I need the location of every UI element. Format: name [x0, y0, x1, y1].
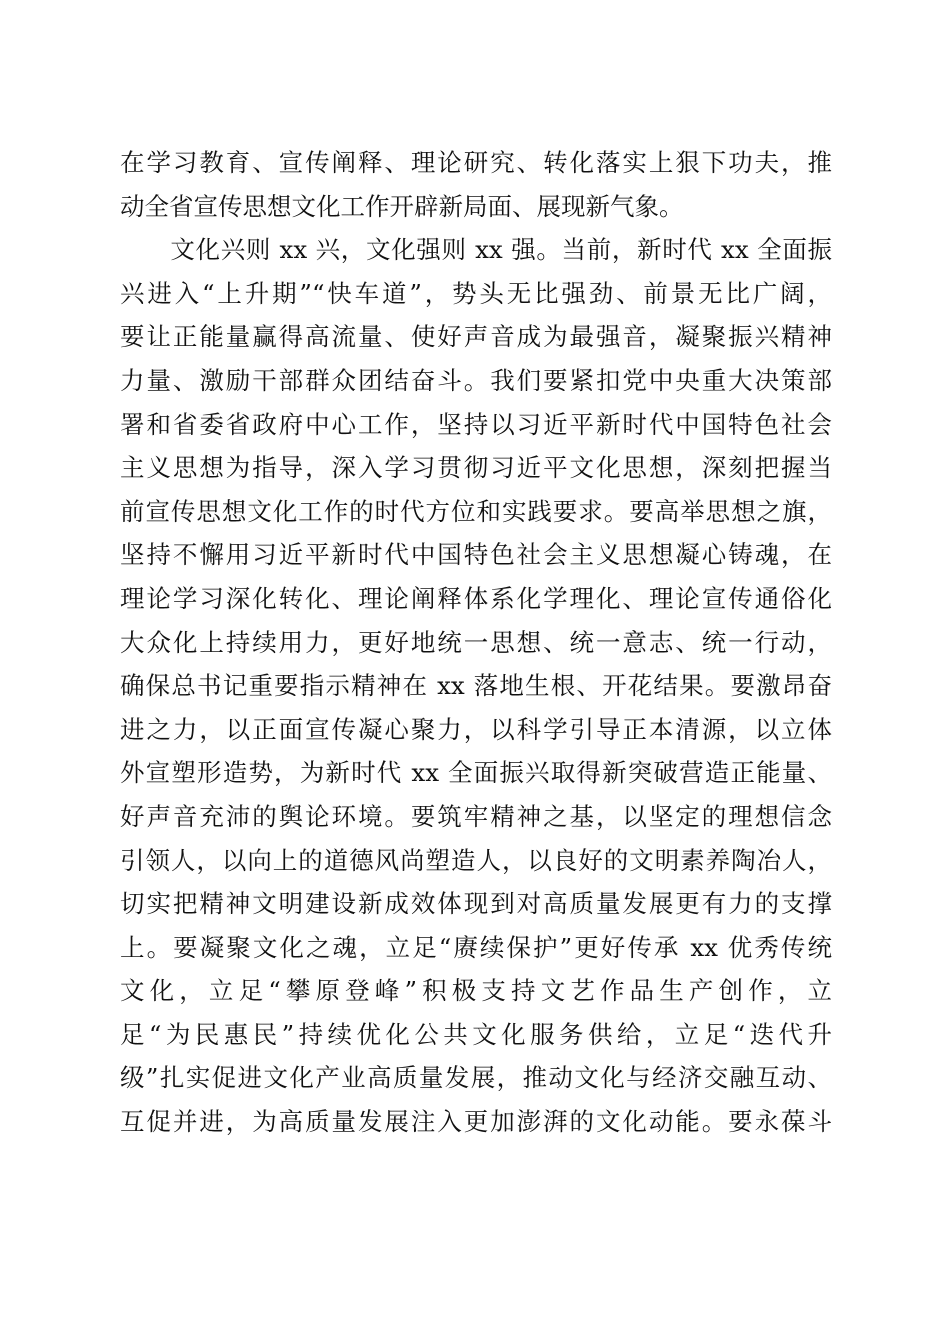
text-line: 要让正能量赢得高流量、使好声音成为最强音，凝聚振兴精神: [120, 322, 832, 352]
text-line: 切实把精神文明建设新成效体现到对高质量发展更有力的支撑: [120, 889, 832, 919]
text-line: 文化兴则 xx 兴，文化强则 xx 强。当前，新时代 xx 全面振: [120, 235, 832, 265]
text-line: 进之力，以正面宣传凝心聚力，以科学引导正本清源，以立体: [120, 714, 832, 744]
text-line: 兴进入“上升期”“快车道”，势头无比强劲、前景无比广阔，: [120, 278, 832, 308]
text-line: 在学习教育、宣传阐释、理论研究、转化落实上狠下功夫，推: [120, 148, 832, 177]
text-line: 理论学习深化转化、理论阐释体系化学理化、理论宣传通俗化: [120, 583, 832, 613]
text-line: 主义思想为指导，深入学习贯彻习近平文化思想，深刻把握当: [120, 453, 832, 483]
text-line: 级”扎实促进文化产业高质量发展，推动文化与经济交融互动、: [120, 1063, 832, 1093]
text-line: 前宣传思想文化工作的时代方位和实践要求。要高举思想之旗，: [120, 496, 832, 526]
text-line: 确保总书记重要指示精神在 xx 落地生根、开花结果。要激昂奋: [120, 671, 832, 701]
text-line: 坚持不懈用习近平新时代中国特色社会主义思想凝心铸魂，在: [120, 540, 832, 570]
text-line: 文化，立足“攀原登峰”积极支持文艺作品生产创作，立: [120, 976, 832, 1006]
text-line: 动全省宣传思想文化工作开辟新局面、展现新气象。: [120, 191, 684, 221]
text-line: 上。要凝聚文化之魂，立足“赓续保护”更好传承 xx 优秀传统: [120, 932, 832, 962]
text-line: 力量、激励干部群众团结奋斗。我们要紧扣党中央重大决策部: [120, 365, 832, 395]
text-line: 足“为民惠民”持续优化公共文化服务供给，立足“迭代升: [120, 1019, 832, 1049]
text-line: 署和省委省政府中心工作，坚持以习近平新时代中国特色社会: [120, 409, 832, 439]
text-line: 互促并进，为高质量发展注入更加澎湃的文化动能。要永葆斗: [120, 1107, 832, 1137]
paragraph-1: [120, 141, 832, 228]
text-line: 外宣塑形造势，为新时代 xx 全面振兴取得新突破营造正能量、: [120, 758, 832, 788]
body-text: [120, 141, 832, 1144]
paragraph-2: [120, 228, 832, 1143]
text-line: 大众化上持续用力，更好地统一思想、统一意志、统一行动，: [120, 627, 832, 657]
text-line: 好声音充沛的舆论环境。要筑牢精神之基，以坚定的理想信念: [120, 801, 832, 831]
text-line: 引领人，以向上的道德风尚塑造人，以良好的文明素养陶冶人，: [120, 845, 832, 875]
